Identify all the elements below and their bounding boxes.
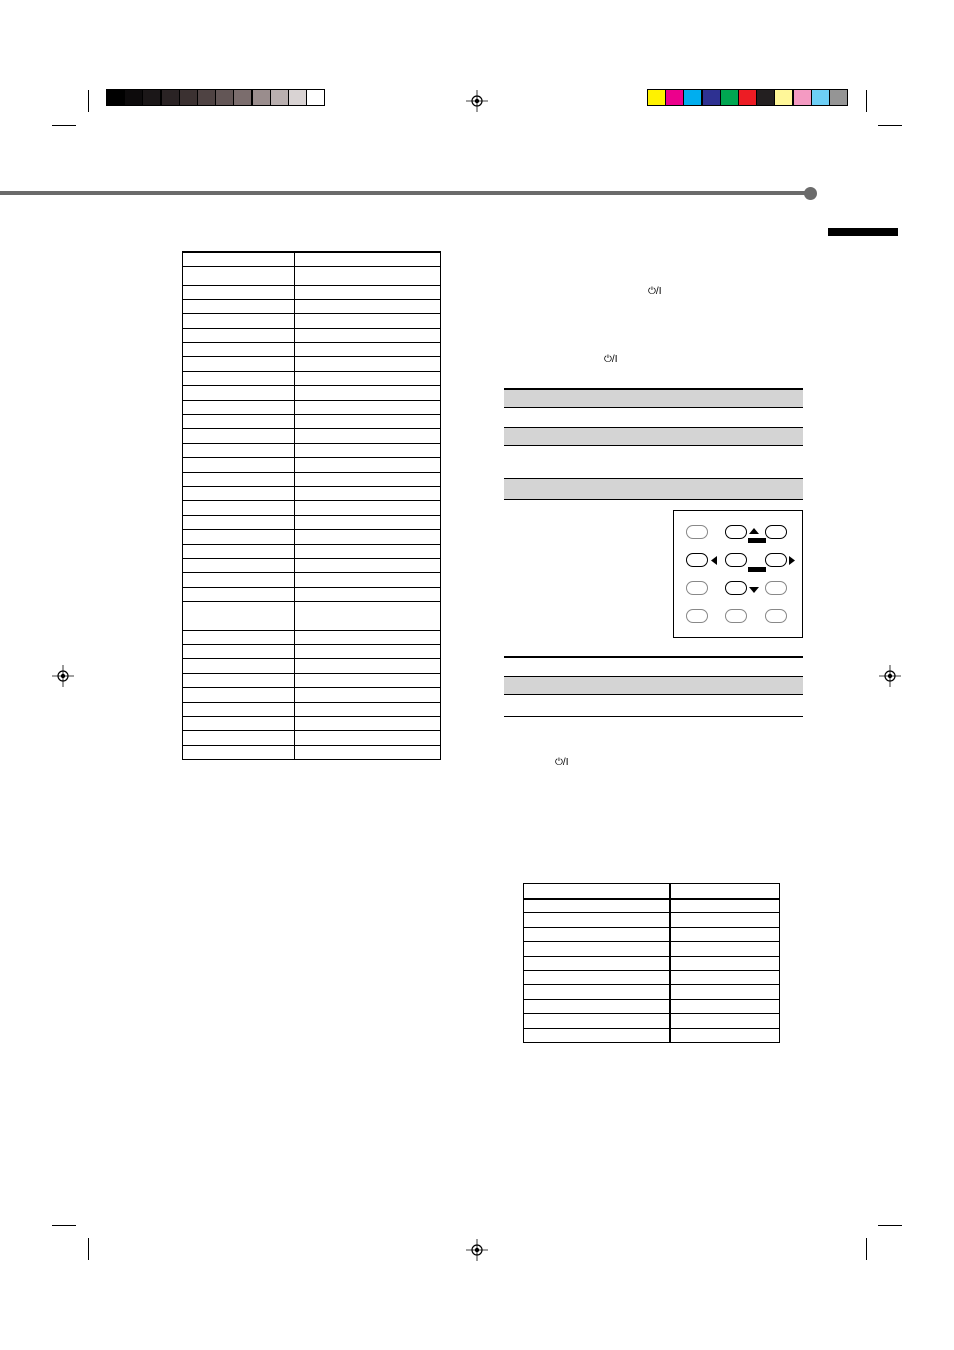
section-band	[504, 427, 803, 446]
table-row	[524, 899, 780, 913]
table-row	[183, 688, 441, 702]
gray-swatch	[288, 89, 307, 106]
table-cell	[295, 501, 441, 515]
table-row	[183, 472, 441, 486]
remote-key	[686, 553, 708, 567]
remote-key	[725, 581, 747, 595]
table-cell	[670, 1014, 780, 1028]
table-cell	[295, 731, 441, 745]
gray-swatch	[179, 89, 198, 106]
table-cell	[183, 343, 295, 357]
table-cell	[295, 371, 441, 385]
table-row	[183, 544, 441, 558]
table-cell	[524, 985, 671, 999]
remote-key	[765, 553, 787, 567]
table-cell	[295, 443, 441, 457]
color-swatch	[702, 89, 721, 106]
remote-key	[725, 609, 747, 623]
table-cell	[295, 486, 441, 500]
table-cell	[183, 400, 295, 414]
table-cell	[295, 285, 441, 299]
table-cell	[295, 357, 441, 371]
table-cell	[295, 688, 441, 702]
color-swatch	[829, 89, 848, 106]
table-row	[183, 716, 441, 730]
table-row	[183, 587, 441, 601]
table-cell	[295, 644, 441, 658]
table-cell	[524, 970, 671, 984]
code-table-bottom	[523, 883, 780, 1043]
table-cell	[295, 702, 441, 716]
table-cell	[295, 515, 441, 529]
table-cell	[295, 716, 441, 730]
table-row	[183, 673, 441, 687]
table-cell	[295, 659, 441, 673]
power-standby-icon: ⏻/I	[555, 757, 569, 768]
table-row	[183, 530, 441, 544]
table-row	[524, 913, 780, 927]
power-standby-icon: ⏻/I	[604, 354, 618, 365]
table-cell	[183, 415, 295, 429]
table-cell	[183, 745, 295, 759]
table-cell	[183, 587, 295, 601]
gray-swatch	[306, 89, 325, 106]
table-row	[183, 745, 441, 759]
table-cell	[295, 544, 441, 558]
table-cell	[524, 999, 671, 1013]
remote-key	[765, 581, 787, 595]
table-cell	[295, 343, 441, 357]
table-row	[183, 515, 441, 529]
gray-swatch	[233, 89, 252, 106]
table-cell	[670, 899, 780, 913]
table-cell	[670, 942, 780, 956]
table-cell	[183, 299, 295, 313]
color-swatch	[647, 89, 666, 106]
table-cell	[295, 602, 441, 631]
table-row	[183, 343, 441, 357]
table-cell	[524, 1028, 671, 1042]
table-cell	[183, 371, 295, 385]
registration-target-icon	[466, 90, 488, 112]
registration-target-icon	[879, 665, 901, 687]
table-cell	[183, 630, 295, 644]
table-row	[183, 314, 441, 328]
table-cell	[295, 530, 441, 544]
code-table-left	[182, 251, 441, 760]
table-row	[183, 252, 441, 266]
section-header-rule	[0, 191, 808, 195]
gray-swatch	[161, 89, 180, 106]
table-cell	[183, 702, 295, 716]
color-swatch	[774, 89, 793, 106]
color-swatch	[738, 89, 757, 106]
arrow-down-icon	[749, 587, 759, 593]
table-cell	[183, 314, 295, 328]
table-row	[524, 985, 780, 999]
table-cell	[183, 602, 295, 631]
table-row	[183, 486, 441, 500]
table-cell	[183, 716, 295, 730]
table-row	[183, 630, 441, 644]
table-cell	[295, 266, 441, 285]
key-label-block	[748, 567, 766, 572]
table-cell	[183, 266, 295, 285]
arrow-right-icon	[789, 556, 795, 565]
table-row	[183, 501, 441, 515]
table-cell	[183, 285, 295, 299]
table-cell	[295, 458, 441, 472]
table-cell	[670, 999, 780, 1013]
table-row	[183, 266, 441, 285]
table-cell	[183, 644, 295, 658]
color-swatch	[793, 89, 812, 106]
table-row	[183, 458, 441, 472]
table-row	[524, 999, 780, 1013]
remote-key	[765, 609, 787, 623]
table-cell	[183, 544, 295, 558]
table-cell	[295, 745, 441, 759]
table-cell	[295, 429, 441, 443]
remote-key	[725, 553, 747, 567]
table-row	[183, 386, 441, 400]
table-row	[524, 1028, 780, 1042]
table-cell	[183, 429, 295, 443]
table-row	[183, 415, 441, 429]
table-row	[183, 285, 441, 299]
table-cell	[295, 314, 441, 328]
color-swatch	[665, 89, 684, 106]
table-cell	[670, 927, 780, 941]
gray-swatch	[142, 89, 161, 106]
table-cell	[524, 1014, 671, 1028]
table-row	[183, 602, 441, 631]
table-cell	[670, 956, 780, 970]
table-row	[183, 659, 441, 673]
table-cell	[295, 415, 441, 429]
table-cell	[183, 659, 295, 673]
registration-target-icon	[466, 1239, 488, 1261]
table-cell	[183, 386, 295, 400]
table-cell	[524, 942, 671, 956]
table-cell	[670, 985, 780, 999]
table-cell	[670, 884, 780, 899]
table-cell	[295, 630, 441, 644]
arrow-left-icon	[711, 556, 717, 565]
table-cell	[183, 515, 295, 529]
table-row	[183, 299, 441, 313]
remote-key	[686, 609, 708, 623]
table-cell	[670, 913, 780, 927]
table-cell	[183, 573, 295, 587]
remote-key	[686, 525, 708, 539]
table-cell	[295, 587, 441, 601]
table-row	[183, 328, 441, 342]
table-cell	[183, 252, 295, 266]
registration-target-icon	[52, 665, 74, 687]
table-cell	[295, 472, 441, 486]
table-cell	[295, 673, 441, 687]
table-cell	[183, 501, 295, 515]
key-label-block	[748, 538, 766, 543]
table-cell	[295, 328, 441, 342]
table-row	[183, 558, 441, 572]
table-cell	[183, 443, 295, 457]
table-cell	[183, 673, 295, 687]
table-cell	[183, 558, 295, 572]
power-standby-icon: ⏻/I	[648, 286, 662, 297]
table-cell	[183, 458, 295, 472]
table-cell	[183, 357, 295, 371]
table-cell	[670, 970, 780, 984]
section-band	[504, 676, 803, 695]
gray-swatch	[252, 89, 271, 106]
table-cell	[295, 558, 441, 572]
table-cell	[183, 328, 295, 342]
table-row	[183, 731, 441, 745]
table-row	[183, 400, 441, 414]
language-tab-marker	[828, 228, 898, 236]
table-row	[183, 429, 441, 443]
table-cell	[524, 927, 671, 941]
arrow-up-icon	[749, 528, 759, 534]
table-row	[524, 1014, 780, 1028]
table-row	[183, 357, 441, 371]
table-row	[183, 573, 441, 587]
table-cell	[524, 913, 671, 927]
gray-swatch	[106, 89, 125, 106]
remote-key	[686, 581, 708, 595]
gray-swatch	[270, 89, 289, 106]
color-swatch	[811, 89, 830, 106]
table-cell	[183, 530, 295, 544]
table-cell	[295, 252, 441, 266]
color-swatch	[756, 89, 775, 106]
gray-swatch	[197, 89, 216, 106]
section-band	[504, 478, 803, 500]
table-row	[524, 884, 780, 899]
gray-swatch	[124, 89, 143, 106]
remote-key	[765, 525, 787, 539]
table-cell	[295, 400, 441, 414]
remote-key	[725, 525, 747, 539]
table-cell	[183, 472, 295, 486]
table-cell	[670, 1028, 780, 1042]
table-row	[183, 443, 441, 457]
color-swatch	[720, 89, 739, 106]
section-band	[504, 388, 803, 408]
table-row	[524, 970, 780, 984]
remote-keypad-diagram	[673, 510, 803, 638]
table-cell	[183, 688, 295, 702]
table-row	[524, 927, 780, 941]
table-cell	[524, 956, 671, 970]
section-rule	[504, 656, 803, 658]
table-row	[183, 644, 441, 658]
table-row	[183, 702, 441, 716]
table-cell	[183, 731, 295, 745]
table-cell	[524, 884, 671, 899]
table-cell	[183, 486, 295, 500]
table-cell	[524, 899, 671, 913]
table-row	[183, 371, 441, 385]
color-swatch	[683, 89, 702, 106]
table-row	[524, 942, 780, 956]
section-header-dot	[804, 187, 817, 200]
table-cell	[295, 386, 441, 400]
table-cell	[295, 299, 441, 313]
table-cell	[295, 573, 441, 587]
table-row	[524, 956, 780, 970]
section-rule	[504, 716, 803, 717]
gray-swatch	[215, 89, 234, 106]
